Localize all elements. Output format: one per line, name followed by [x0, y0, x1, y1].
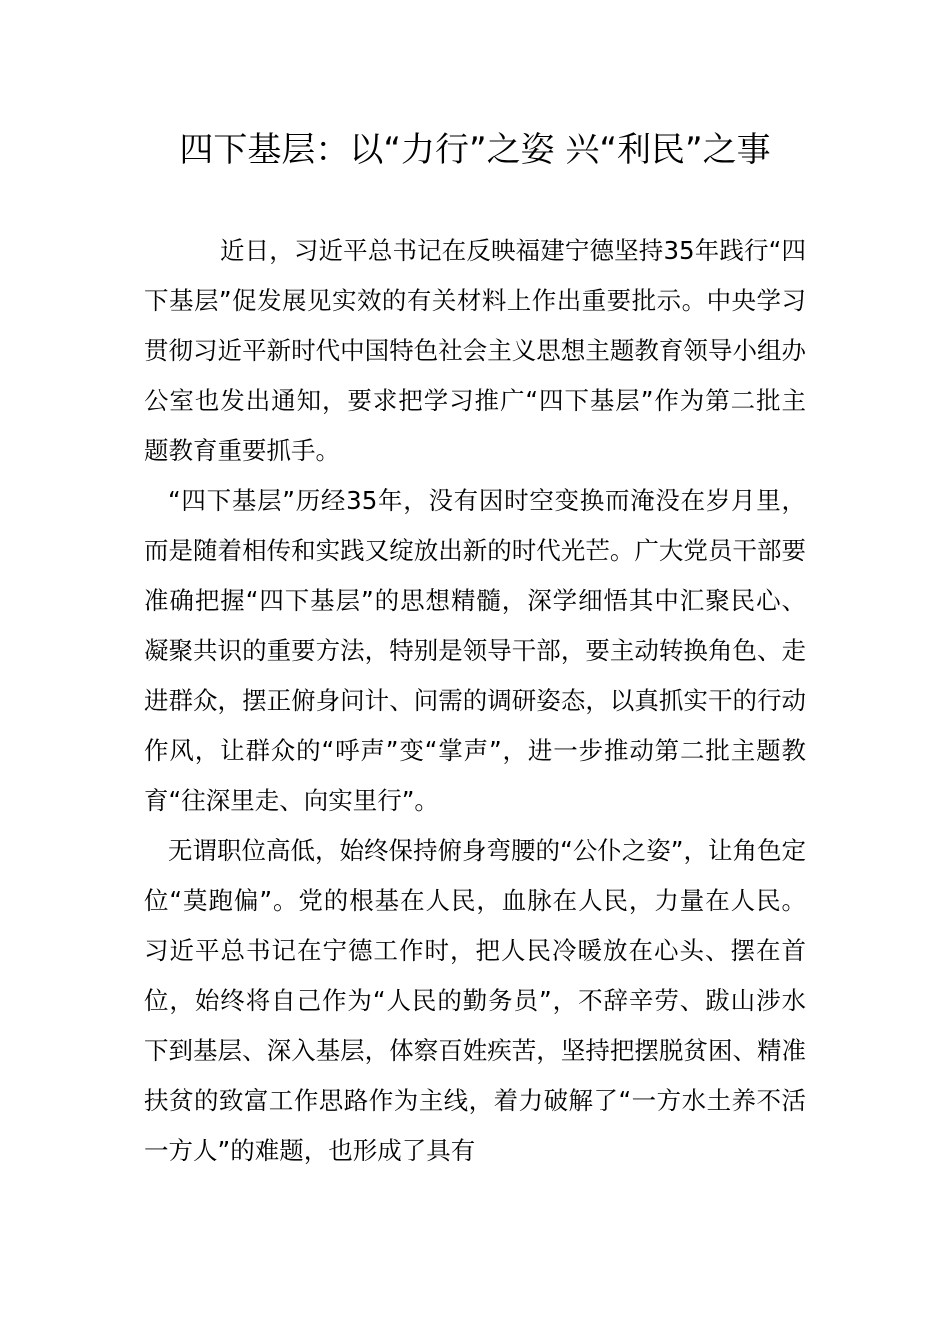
document-body — [144, 226, 806, 1176]
paragraph-1: 近日，习近平总书记在反映福建宁德坚持35年践行“四下基层”促发展见实效的有关材料上作出重要批示。中央学习贯彻习近平新时代中国特色社会主义思想主题教育领导小组办公室也发出通知，要求把学习推广“四下基层”作为第二批主题教育重要抓手。 — [144, 236, 806, 465]
document-title: 四下基层：以“力行”之姿 兴“利民”之事 — [179, 130, 771, 170]
paragraph-2: “四下基层”历经35年，没有因时空变换而淹没在岁月里，而是随着相传和实践又绽放出新的时代光芒。广大党员干部要准确把握“四下基层”的思想精髓，深学细悟其中汇聚民心、凝聚共识的重要方法，特别是领导干部，要主动转换角色、走进群众，摆正俯身问计、问需的调研姿态，以真抓实干的行动作风，让群众的“呼声”变“掌声”，进一步推动第二批主题教育“往深里走、向实里行”。 — [144, 486, 806, 815]
paragraph-3: 无谓职位高低，始终保持俯身弯腰的“公仆之姿”，让角色定位“莫跑偏”。党的根基在人民，血脉在人民，力量在人民。习近平总书记在宁德工作时，把人民冷暖放在心头、摆在首位，始终将自己作为“人民的勤务员”，不辞辛劳、跋山涉水下到基层、深入基层，体察百姓疾苦，坚持把摆脱贫困、精准扶贫的致富工作思路作为主线，着力破解了“一方水土养不活一方人”的难题，也形成了具有 — [144, 836, 806, 1165]
